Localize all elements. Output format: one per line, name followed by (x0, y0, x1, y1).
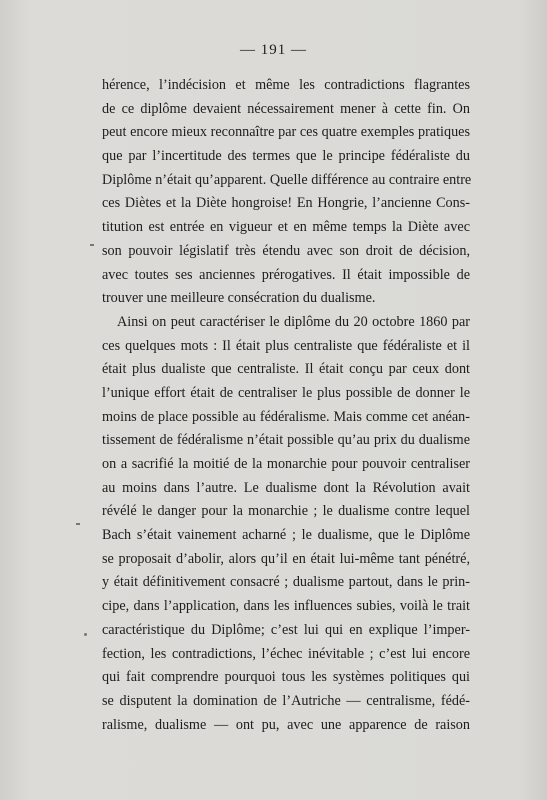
text-line: caractéristique du Diplôme; c’est lui qui en explique l’imper- (102, 621, 470, 638)
text-line: était plus dualiste que centraliste. Il était conçu par ceux dont (102, 361, 470, 378)
text-line: ces Diètes et la Diète hongroise! En Hongrie, l’ancienne Cons- (102, 195, 470, 212)
text-line: Diplôme n’était qu’apparent. Quelle différence au contraire entre (102, 171, 472, 188)
text-line: titution est entrée en vigueur et en même temps la Diète avec (102, 219, 470, 236)
text-line: moins de place possible au fédéralisme. Mais comme cet anéan- (102, 408, 470, 425)
margin-speck (84, 633, 87, 636)
text-line: on a sacrifié la moitié de la monarchie pour pouvoir centraliser (102, 456, 470, 472)
text-line: son pouvoir législatif très étendu avec son droit de décision, (102, 242, 470, 259)
paragraph-1 (102, 74, 470, 311)
text-line: peut encore mieux reconnaître par ces quatre exemples pratiques (102, 124, 470, 141)
text-line: ralisme, dualisme — ont pu, avec une apparence de raison (102, 716, 470, 733)
text-line: avec toutes ses anciennes prérogatives. Il était impossible de (102, 266, 470, 283)
paragraph-2 (102, 311, 470, 737)
text-line: hérence, l’indécision et même les contradictions flagrantes (102, 77, 470, 93)
margin-speck (90, 244, 94, 246)
text-line: Ainsi on peut caractériser le diplôme du 20 octobre 1860 par (117, 313, 470, 330)
text-line: se disputent la domination de l’Autriche — centralisme, fédé- (102, 692, 470, 709)
text-line: ces quelques mots : Il était plus centraliste que fédéraliste et il (102, 337, 470, 354)
text-line: se proposait d’abolir, alors qu’il en était lui-même tant pénétré, (102, 550, 470, 567)
body-text (102, 74, 470, 737)
text-line: qui fait comprendre pourquoi tous les systèmes politiques qui (102, 669, 470, 686)
text-line: fection, les contradictions, l’échec inévitable ; c’est lui encore (102, 645, 470, 662)
text-line: Bach s’était vainement acharné ; le dualisme, que le Diplôme (102, 527, 470, 544)
text-line: révélé le danger pour la monarchie ; le dualisme contre lequel (102, 503, 470, 520)
page-number: — 191 — (240, 42, 307, 58)
text-line: y était définitivement consacré ; dualisme partout, dans le prin- (102, 574, 470, 591)
text-line: de ce diplôme devaient nécessairement mener à cette fin. On (102, 100, 470, 117)
text-line: trouver une meilleure consécration du dualisme. (102, 290, 376, 307)
text-line: au moins dans l’autre. Le dualisme dont la Révolution avait (102, 479, 470, 496)
text-line: que par l’incertitude des termes que le principe fédéraliste du (102, 148, 470, 165)
text-line: tissement de fédéralisme n’était possible qu’au prix du dualisme (102, 432, 470, 449)
text-line: l’unique effort était de centraliser le plus possible de donner le (102, 384, 470, 401)
margin-speck (76, 523, 80, 525)
text-line: cipe, dans l’application, dans les influences subies, voilà le trait (102, 598, 470, 615)
